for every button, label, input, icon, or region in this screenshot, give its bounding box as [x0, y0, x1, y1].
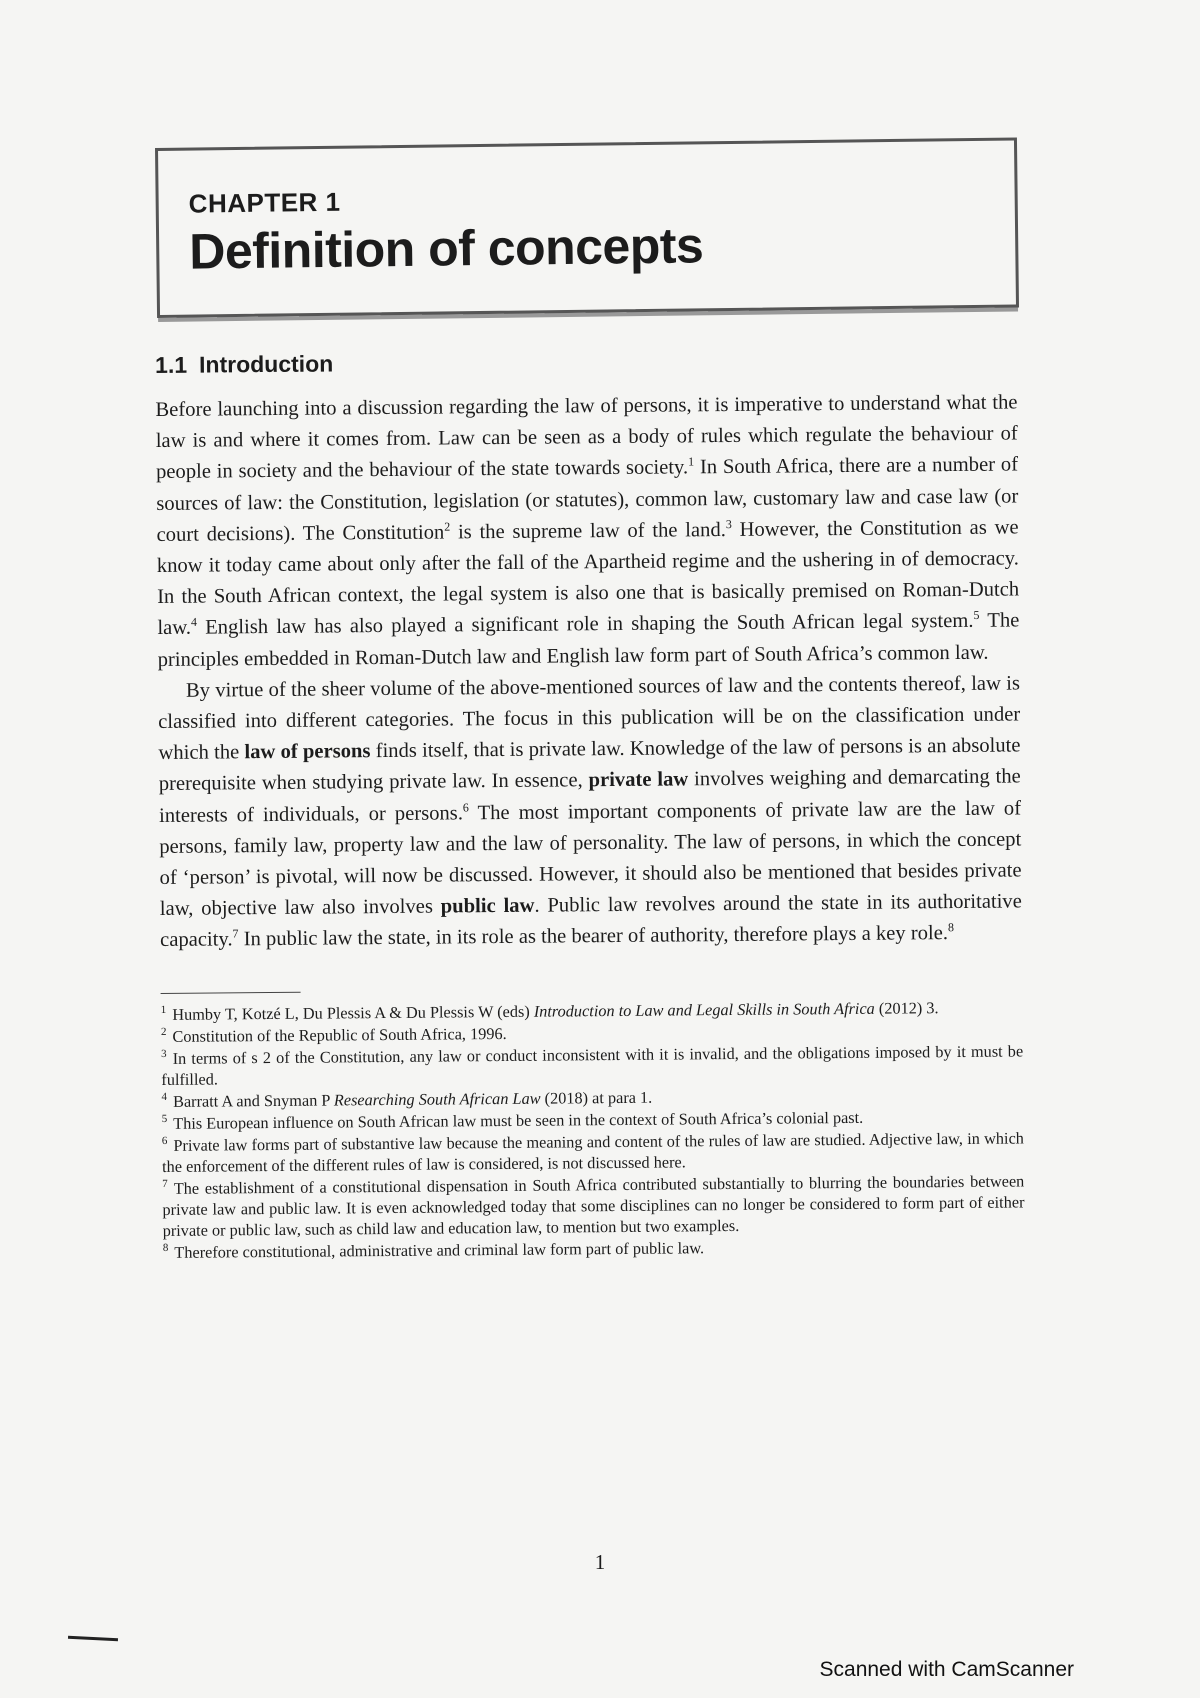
p2-text: By virtue of the sheer volume of the above-mentioned sources of law and the contents thereof, law is classified into different categories. The focus in this publication will be on the classification under which the: [158, 672, 1021, 765]
p2-text: The most important components of private law are the law of persons, family law, property law and the law of personality. The law of persons, in which the concept of ‘person’ is pivotal, will now be discussed. However, it should also be mentioned that besides private law, objective law also involves: [159, 797, 1022, 921]
p1-text: is the supreme law of the land.: [450, 518, 726, 544]
footnote-number: 1: [160, 1004, 167, 1017]
footnote-text: Private law forms part of substantive law because the meaning and content of the rules of law are studied. Adjective law, in which the enforcement of the different rules of law is considered, is not discussed here.: [162, 1128, 1024, 1176]
footnote-text: The establishment of a constitutional dispensation in South Africa contributed substantially to blurring the boundaries between private law and public law. It is even acknowledged today that some disciplines can no longer be considered to form part of either private or public law, such as child law and education law, to mention but two examples.: [162, 1171, 1025, 1240]
p1-text: However, the Constitution as we know it today came about only after the fall of the Apartheid regime and the ushering in of democracy. In the South African context, the legal system is also one that is basically premised on Roman-Dutch law.: [156, 516, 1020, 640]
footnote-title: Researching South African Law: [333, 1088, 541, 1110]
page-number: 1: [594, 1550, 606, 1574]
footnote-title: Introduction to Law and Legal Skills in South Africa: [533, 998, 875, 1021]
p1-text: The principles embedded in Roman-Dutch law and English law form part of South Africa’s common law.: [157, 609, 1020, 671]
p2-text: finds itself, that is private law. Knowledge of the law of persons is an absolute prerequisite when studying private law. In essence,: [158, 734, 1021, 796]
footnote-text: Humby T, Kotzé L, Du Plessis A & Du Plessis W (eds): [172, 1001, 534, 1024]
chapter-header-box: [155, 137, 1019, 318]
footnote-text: (2012) 3.: [874, 997, 939, 1018]
footnote-ref: 3: [725, 516, 732, 531]
footnote-ref: 4: [190, 615, 197, 630]
p1-text: English law has also played a significant role in shaping the South African legal system.: [196, 610, 974, 640]
scan-edge-mark: [68, 1636, 118, 1642]
p2-text: In public law the state, in its role as the bearer of authority, therefore plays a key role.: [238, 922, 949, 951]
footnote-number: 3: [161, 1048, 167, 1061]
footnote-text: (2018) at para 1.: [540, 1087, 653, 1108]
footnote-number: 5: [161, 1113, 168, 1126]
footnote-ref: 8: [947, 920, 955, 935]
scanner-watermark: Scanned with CamScanner: [819, 1658, 1074, 1681]
footnote-number: 6: [161, 1135, 168, 1148]
chapter-title: Definition of concepts: [188, 217, 704, 280]
bold-term: private law: [588, 768, 689, 792]
paragraph-2: [158, 668, 1022, 956]
chapter-label: CHAPTER 1: [188, 186, 341, 219]
bold-term: law of persons: [244, 740, 371, 764]
footnote: [162, 1170, 1025, 1241]
footnote-divider: [161, 991, 301, 993]
footnote-text: In terms of s 2 of the Constitution, any law or conduct inconsistent with it is invalid, and the obligations imposed by it must be fulfilled.: [161, 1041, 1024, 1089]
section-title: Introduction: [198, 350, 334, 378]
footnote-ref: 7: [232, 926, 239, 941]
footnote-ref: 2: [444, 519, 451, 534]
footnote: [162, 1127, 1024, 1177]
footnote: [161, 1040, 1023, 1090]
footnote-text: Constitution of the Republic of South Africa, 1996.: [172, 1023, 507, 1046]
footnote-number: 7: [162, 1178, 168, 1191]
bold-term: public law: [440, 894, 535, 918]
page-content: [155, 344, 1025, 1263]
footnote-text: Therefore constitutional, administrative and criminal law form part of public law.: [174, 1237, 705, 1262]
footnote-ref: 1: [688, 454, 695, 469]
section-heading: [155, 344, 1017, 379]
footnote-text: This European influence on South African law must be seen in the context of South Africa’s colonial past.: [173, 1107, 864, 1133]
footnote-ref: 6: [462, 800, 469, 815]
footnote-text: Barratt A and Snyman P: [172, 1090, 334, 1111]
footnotes: [161, 996, 1025, 1263]
footnote-number: 2: [160, 1026, 167, 1039]
p1-text: In South Africa, there are a number of sources of law: the Constitution, legislation (or statutes), common law, customary law and case law (or court decisions). The Constitution: [156, 453, 1019, 546]
paragraph-1: [155, 387, 1019, 675]
footnote-number: 4: [161, 1091, 168, 1104]
p2-text: involves weighing and demarcating the interests of individuals, or persons.: [158, 765, 1021, 827]
footnote-number: 8: [162, 1242, 169, 1255]
p1-text: Before launching into a discussion regarding the law of persons, it is imperative to understand what the law is and where it comes from. Law can be seen as a body of rules which regulate the behaviour of people in society and the behaviour of the state towards society.: [155, 391, 1018, 484]
section-number: 1.1: [155, 351, 188, 378]
p2-text: . Public law revolves around the state in its authoritative capacity.: [160, 890, 1022, 952]
footnote-ref: 5: [973, 608, 980, 623]
